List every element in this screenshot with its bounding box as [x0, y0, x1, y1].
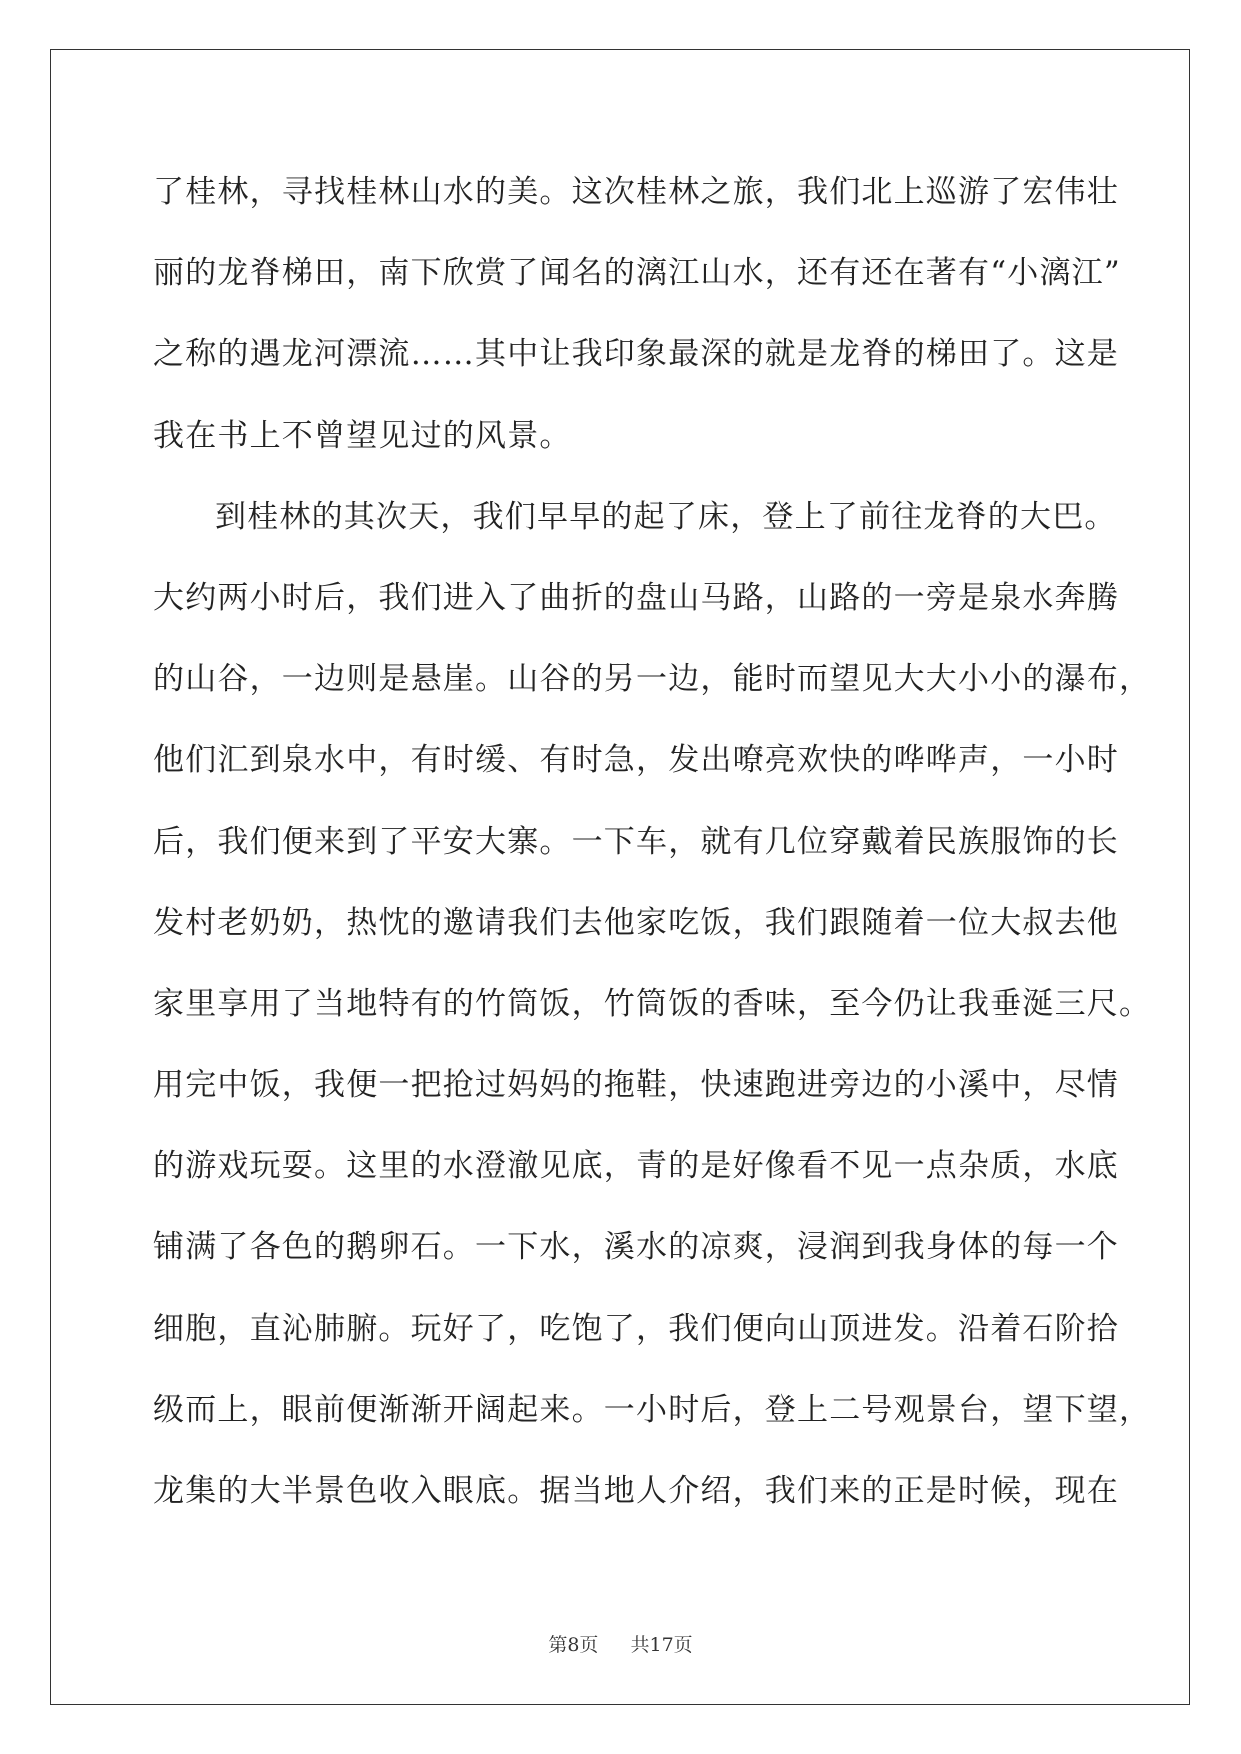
paragraph-first-line: 到桂林的其次天，我们早早的起了床，登上了前往龙脊的大巴。 [215, 498, 1117, 535]
text-line: 的游戏玩耍。这里的水澄澈见底，青的是好像看不见一点杂质，水底 [153, 1148, 1119, 1185]
text-line: 他们汇到泉水中，有时缓、有时急，发出嘹亮欢快的哗哗声，一小时 [153, 742, 1119, 779]
text-line: 用完中饭，我便一把抢过妈妈的拖鞋，快速跑进旁边的小溪中，尽情 [153, 1067, 1119, 1104]
text-line: 的山谷，一边则是悬崖。山谷的另一边，能时而望见大大小小的瀑布， [153, 661, 1152, 698]
page-number-total: 共17页 [630, 1634, 693, 1656]
text-line: 我在书上不曾望见过的风景。 [153, 417, 572, 454]
text-line: 级而上，眼前便渐渐开阔起来。一小时后，登上二号观景台，望下望， [153, 1391, 1152, 1428]
text-line: 之称的遇龙河漂流……其中让我印象最深的就是龙脊的梯田了。这是 [153, 336, 1119, 373]
page-footer [0, 1630, 1241, 1657]
text-line: 丽的龙脊梯田，南下欣赏了闻名的漓江山水，还有还在著有“小漓江” [153, 255, 1121, 292]
text-line: 发村老奶奶，热忱的邀请我们去他家吃饭，我们跟随着一位大叔去他 [153, 904, 1119, 941]
text-line: 龙集的大半景色收入眼底。据当地人介绍，我们来的正是时候，现在 [153, 1473, 1119, 1509]
document-body [153, 156, 1152, 1536]
text-line: 铺满了各色的鹅卵石。一下水，溪水的凉爽，浸润到我身体的每一个 [153, 1229, 1119, 1266]
text-line: 细胞，直沁肺腑。玩好了，吃饱了，我们便向山顶进发。沿着石阶拾 [153, 1310, 1119, 1347]
text-line: 后，我们便来到了平安大寨。一下车，就有几位穿戴着民族服饰的长 [153, 823, 1119, 860]
text-line: 了桂林，寻找桂林山水的美。这次桂林之旅，我们北上巡游了宏伟壮 [153, 174, 1119, 210]
page-number-current: 第8页 [548, 1634, 599, 1656]
text-line: 大约两小时后，我们进入了曲折的盘山马路，山路的一旁是泉水奔腾 [153, 579, 1119, 616]
text-line: 家里享用了当地特有的竹筒饭，竹筒饭的香味，至今仍让我垂涎三尺。 [153, 985, 1152, 1022]
